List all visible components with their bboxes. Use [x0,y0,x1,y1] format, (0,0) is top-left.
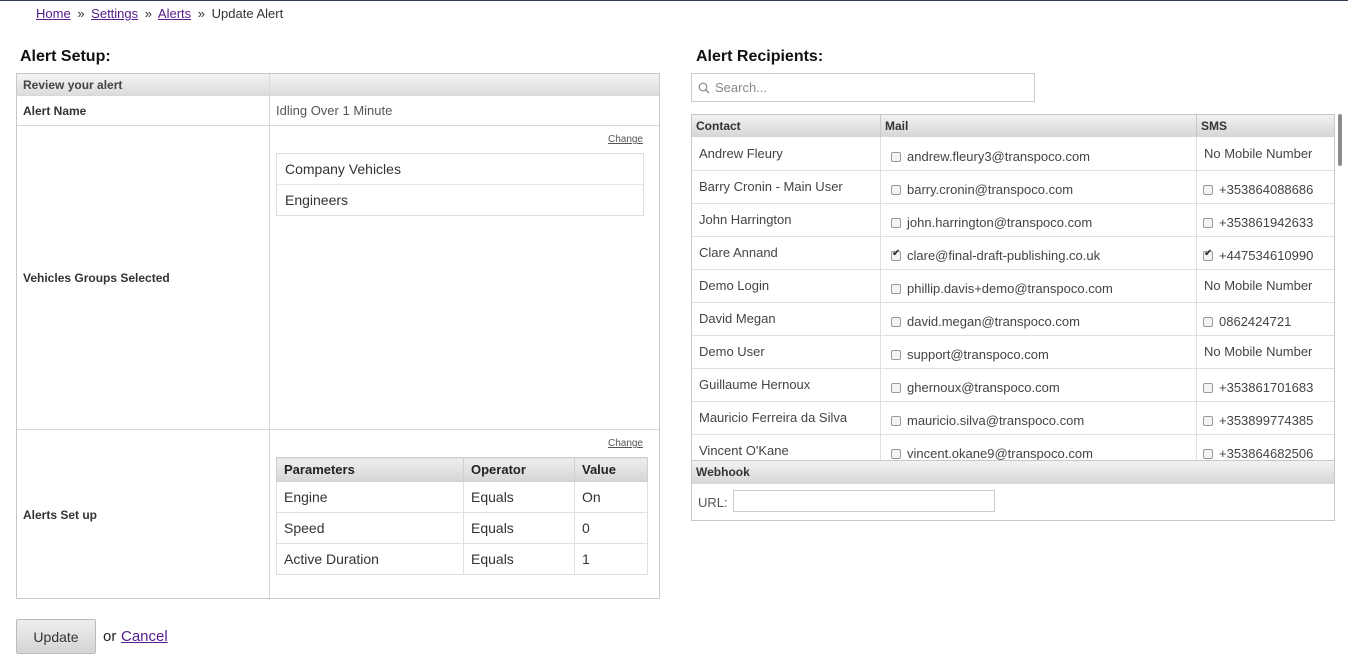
recipient-row [692,137,1334,171]
vehicle-group-item: Engineers [285,192,349,208]
mail-checkbox[interactable] [891,416,901,426]
recipients-scrollbar-thumb[interactable] [1338,114,1342,166]
recipient-mail-cell [881,368,1197,401]
recipient-row [692,401,1334,435]
recipient-mail-cell [881,302,1197,335]
recipient-email: barry.cronin@transpoco.com [907,182,1074,197]
recipient-phone: +353864682506 [1219,446,1314,461]
mail-checkbox[interactable] [891,284,901,294]
recipient-sms-cell [1197,170,1335,203]
recipient-phone: +353861701683 [1219,380,1314,395]
recipient-phone: +447534610990 [1219,248,1314,263]
recipient-row [692,269,1334,303]
param-header-operator: Operator [464,458,575,482]
change-params-link[interactable]: Change [607,438,643,449]
recipient-email: clare@final-draft-publishing.co.uk [907,248,1101,263]
recipient-sms-cell [1197,401,1335,434]
no-mobile-text: No Mobile Number [1204,278,1313,293]
cancel-link[interactable]: Cancel [121,628,168,645]
recipient-row [692,302,1334,336]
recipient-email: support@transpoco.com [907,347,1049,362]
recipient-contact: Clare Annand [692,236,881,269]
mail-checkbox[interactable] [891,185,901,195]
recipient-contact: David Megan [692,302,881,335]
recipient-email: john.harrington@transpoco.com [907,215,1093,230]
param-name: Engine [277,482,464,513]
mail-checkbox[interactable] [891,218,901,228]
search-icon [698,82,710,94]
breadcrumb [36,6,283,21]
mail-checkbox[interactable] [891,251,901,261]
recipients-header [692,115,1334,137]
or-text: or [103,628,117,645]
recipient-phone: +353861942633 [1219,215,1314,230]
webhook-header: Webhook [692,461,1334,484]
recipient-sms-cell [1197,203,1335,236]
mail-checkbox[interactable] [891,449,901,459]
breadcrumb-separator: » [77,6,85,21]
alert-name-row [17,96,659,126]
no-mobile-text: No Mobile Number [1204,344,1313,359]
breadcrumb-alerts-link[interactable]: Alerts [157,6,192,21]
param-header-value: Value [575,458,648,482]
param-name: Speed [277,513,464,544]
breadcrumb-current: Update Alert [211,6,284,21]
recipient-contact: Guillaume Hernoux [692,368,881,401]
recipient-row [692,236,1334,270]
alert-setup-table [16,73,660,599]
recipient-mail-cell [881,203,1197,236]
recipient-contact: Barry Cronin - Main User [692,170,881,203]
alert-name-value: Idling Over 1 Minute [276,103,393,118]
recipients-scrollbar[interactable] [1336,114,1344,461]
recipient-email: ghernoux@transpoco.com [907,380,1060,395]
recipient-email: david.megan@transpoco.com [907,314,1080,329]
param-operator: Equals [464,544,575,575]
setup-header-label: Review your alert [17,74,270,95]
recipient-contact: Mauricio Ferreira da Silva [692,401,881,434]
recipient-row [692,434,1334,461]
recipient-mail-cell [881,170,1197,203]
recipient-sms-cell [1197,269,1335,302]
sms-checkbox[interactable] [1203,218,1213,228]
recipients-table[interactable] [691,114,1335,461]
header-mail: Mail [881,115,1197,137]
recipient-phone: +353899774385 [1219,413,1314,428]
mail-checkbox[interactable] [891,383,901,393]
vehicle-groups-cell [270,126,659,429]
sms-checkbox[interactable] [1203,449,1213,459]
recipient-contact: Demo User [692,335,881,368]
recipient-contact: Andrew Fleury [692,137,881,170]
vehicle-group-item: Company Vehicles [277,154,643,185]
alerts-setup-cell [270,430,659,600]
param-value: 0 [575,513,648,544]
vehicle-groups-row [17,126,659,430]
change-groups-link[interactable]: Change [607,134,643,145]
recipient-email: andrew.fleury3@transpoco.com [907,149,1091,164]
recipient-contact: Demo Login [692,269,881,302]
search-input[interactable] [713,79,1017,96]
recipient-sms-cell [1197,137,1335,170]
recipient-row [692,335,1334,369]
recipient-sms-cell [1197,434,1335,461]
param-name: Active Duration [277,544,464,575]
update-button[interactable]: Update [16,619,96,654]
recipient-contact: John Harrington [692,203,881,236]
param-header-parameters: Parameters [277,458,464,482]
sms-checkbox[interactable] [1203,185,1213,195]
url-label: URL: [698,495,728,510]
recipient-row [692,170,1334,204]
parameters-table [276,457,648,575]
recipient-mail-cell [881,401,1197,434]
param-value: 1 [575,544,648,575]
setup-header-row [17,74,659,96]
header-contact: Contact [692,115,881,137]
mail-checkbox[interactable] [891,350,901,360]
param-value: On [575,482,648,513]
param-row [277,513,648,544]
recipient-email: phillip.davis+demo@transpoco.com [907,281,1113,296]
recipient-row [692,368,1334,402]
recipient-mail-cell [881,236,1197,269]
search-box[interactable] [691,73,1035,102]
recipient-phone: +353864088686 [1219,182,1314,197]
param-row [277,544,648,575]
breadcrumb-separator: » [197,6,206,21]
recipient-sms-cell [1197,302,1335,335]
webhook-section [691,461,1335,521]
sms-checkbox[interactable] [1203,416,1213,426]
breadcrumb-separator: » [144,6,153,21]
mail-checkbox[interactable] [891,152,901,162]
alerts-setup-row [17,430,659,600]
recipient-sms-cell [1197,335,1335,368]
webhook-url-input[interactable] [733,490,995,512]
recipient-mail-cell [881,269,1197,302]
alerts-setup-label: Alerts Set up [17,430,270,600]
alert-name-label: Alert Name [17,96,270,125]
param-operator: Equals [464,513,575,544]
mail-checkbox[interactable] [891,317,901,327]
no-mobile-text: No Mobile Number [1204,146,1313,161]
alert-recipients-title: Alert Recipients: [696,48,824,65]
breadcrumb-home-link[interactable]: Home [36,6,71,21]
sms-checkbox[interactable] [1203,317,1213,327]
recipient-row [692,203,1334,237]
recipient-email: mauricio.silva@transpoco.com [907,413,1085,428]
recipient-sms-cell [1197,368,1335,401]
recipient-mail-cell [881,335,1197,368]
sms-checkbox[interactable] [1203,251,1213,261]
recipient-mail-cell [881,434,1197,461]
recipient-email: vincent.okane9@transpoco.com [907,446,1093,461]
recipient-sms-cell [1197,236,1335,269]
header-sms: SMS [1201,119,1228,133]
param-row [277,482,648,513]
recipient-contact: Vincent O'Kane [692,434,881,461]
alert-setup-title: Alert Setup: [20,48,111,65]
sms-checkbox[interactable] [1203,383,1213,393]
recipient-phone: 0862424721 [1219,314,1292,329]
param-operator: Equals [464,482,575,513]
breadcrumb-settings-link[interactable]: Settings [91,6,139,21]
recipient-mail-cell [881,137,1197,170]
vehicle-groups-label: Vehicles Groups Selected [17,126,270,429]
vehicle-groups-list [276,153,644,216]
setup-header-blank [270,74,659,95]
